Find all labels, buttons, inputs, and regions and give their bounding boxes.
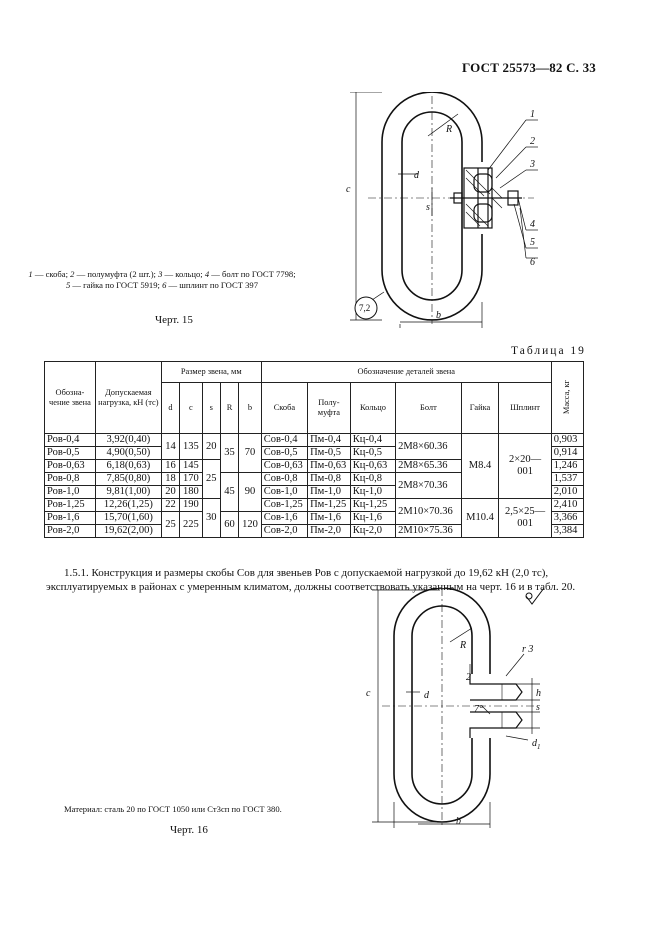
dim-c-label: c xyxy=(366,688,371,699)
col-mass: Масса, кг xyxy=(551,362,583,434)
table-row: Ров-0,5 4,90(0,50) Сов-0,5 Пм-0,5 Кц-0,5 0,914 xyxy=(45,447,584,460)
dim-d1-label: $d_1$ xyxy=(532,738,541,751)
col-size-group: Размер звена, мм xyxy=(161,362,261,383)
angle-label: 7° xyxy=(474,704,483,715)
col-ring: Кольцо xyxy=(350,383,395,434)
dim-b-label: b xyxy=(456,816,461,827)
callout-5: 5 xyxy=(530,237,535,248)
callout-6: 6 xyxy=(530,257,535,268)
col-bolt: Болт xyxy=(396,383,461,434)
dim-r-label: R xyxy=(446,124,453,135)
figure-16-drawing xyxy=(356,588,556,830)
dim-s-label: s xyxy=(536,702,540,713)
page-header: ГОСТ 25573—82 С. 33 xyxy=(462,60,596,75)
table-row: Ров-0,63 6,18(0,63) 16 145 25 Сов-0,63 Пм-0,63 Кц-0,63 2М8×65.36 1,246 xyxy=(45,460,584,473)
roughness-mark: 7,2 xyxy=(359,303,371,313)
figure-15-drawing xyxy=(338,92,548,332)
callout-4: 4 xyxy=(530,219,535,230)
dim-r3-label: r 3 xyxy=(522,644,534,655)
dim-b-label: b xyxy=(436,310,441,321)
table-19-label: Таблица 19 xyxy=(511,345,586,357)
col-c: c xyxy=(180,383,203,434)
dim-s-label: s xyxy=(426,202,430,213)
col-pin: Шплинт xyxy=(499,383,551,434)
callout-2: 2 xyxy=(530,136,535,147)
dim-c-label: c xyxy=(346,184,351,195)
col-bracket: Скоба xyxy=(261,383,307,434)
material-note: Материал: сталь 20 по ГОСТ 1050 или Ст3сп по ГОСТ 380. xyxy=(64,804,282,814)
table-19 xyxy=(44,361,584,538)
table-row: Ров-2,0 19,62(2,00) Сов-2,0 Пм-2,0 Кц-2,0 2М10×75.36 3,384 xyxy=(45,525,584,538)
callout-1: 1 xyxy=(530,109,535,120)
col-parts-group: Обозначение деталей звена xyxy=(261,362,551,383)
col-nut: Гайка xyxy=(461,383,499,434)
table-row: Ров-1,0 9,81(1,00) 20 180 Сов-1,0 Пм-1,0 Кц-1,0 2,010 xyxy=(45,486,584,499)
col-coupling: Полу-муфта xyxy=(308,383,351,434)
col-link: Обозна-чение звена xyxy=(45,362,96,434)
dim-h-label: h xyxy=(536,688,541,699)
col-b: b xyxy=(239,383,262,434)
paragraph-1-5-1: 1.5.1. Конструкция и размеры скобы Сов для звеньев Ров с допускаемой нагрузкой до 19,62 кН (2,0 тс), эксплуатируемых в районах с умеренным климатом, должны соответствовать указанным на черт. 16 и в табл. 20. xyxy=(46,567,576,593)
table-row: Ров-0,4 3,92(0,40) 14 135 20 35 70 Сов-0,4 Пм-0,4 Кц-0,4 2М8×60.36 М8.4 2×20—001 0,903 xyxy=(45,434,584,447)
dim-2-label: 2 xyxy=(466,672,471,683)
col-load: Допускаемая нагрузка, кН (тс) xyxy=(95,362,161,434)
figure-15-caption: Черт. 15 xyxy=(155,314,193,326)
table-row: Ров-1,6 15,70(1,60) 25 225 60 120 Сов-1,6 Пм-1,6 Кц-1,6 3,366 xyxy=(45,512,584,525)
table-row: Ров-0,8 7,85(0,80) 18 170 45 90 Сов-0,8 Пм-0,8 Кц-0,8 2М8×70.36 1,537 xyxy=(45,473,584,486)
dim-d-label: d xyxy=(424,690,429,701)
table-row: Ров-1,25 12,26(1,25) 22 190 30 Сов-1,25 Пм-1,25 Кц-1,25 2М10×70.36 М10.4 2,5×25—001 2,410 xyxy=(45,499,584,512)
col-r: R xyxy=(220,383,238,434)
figure-16-caption: Черт. 16 xyxy=(170,824,208,836)
callout-3: 3 xyxy=(530,159,535,170)
dim-d-label: d xyxy=(414,170,419,181)
col-d: d xyxy=(161,383,179,434)
col-s: s xyxy=(202,383,220,434)
figure-15-legend: 1 — скоба; 2 — полумуфта (2 шт.); 3 — кольцо; 4 — болт по ГОСТ 7798; 5 — гайка по ГОСТ 5919; 6 — шплинт по ГОСТ 397 xyxy=(28,269,296,290)
dim-r-label: R xyxy=(460,640,467,651)
